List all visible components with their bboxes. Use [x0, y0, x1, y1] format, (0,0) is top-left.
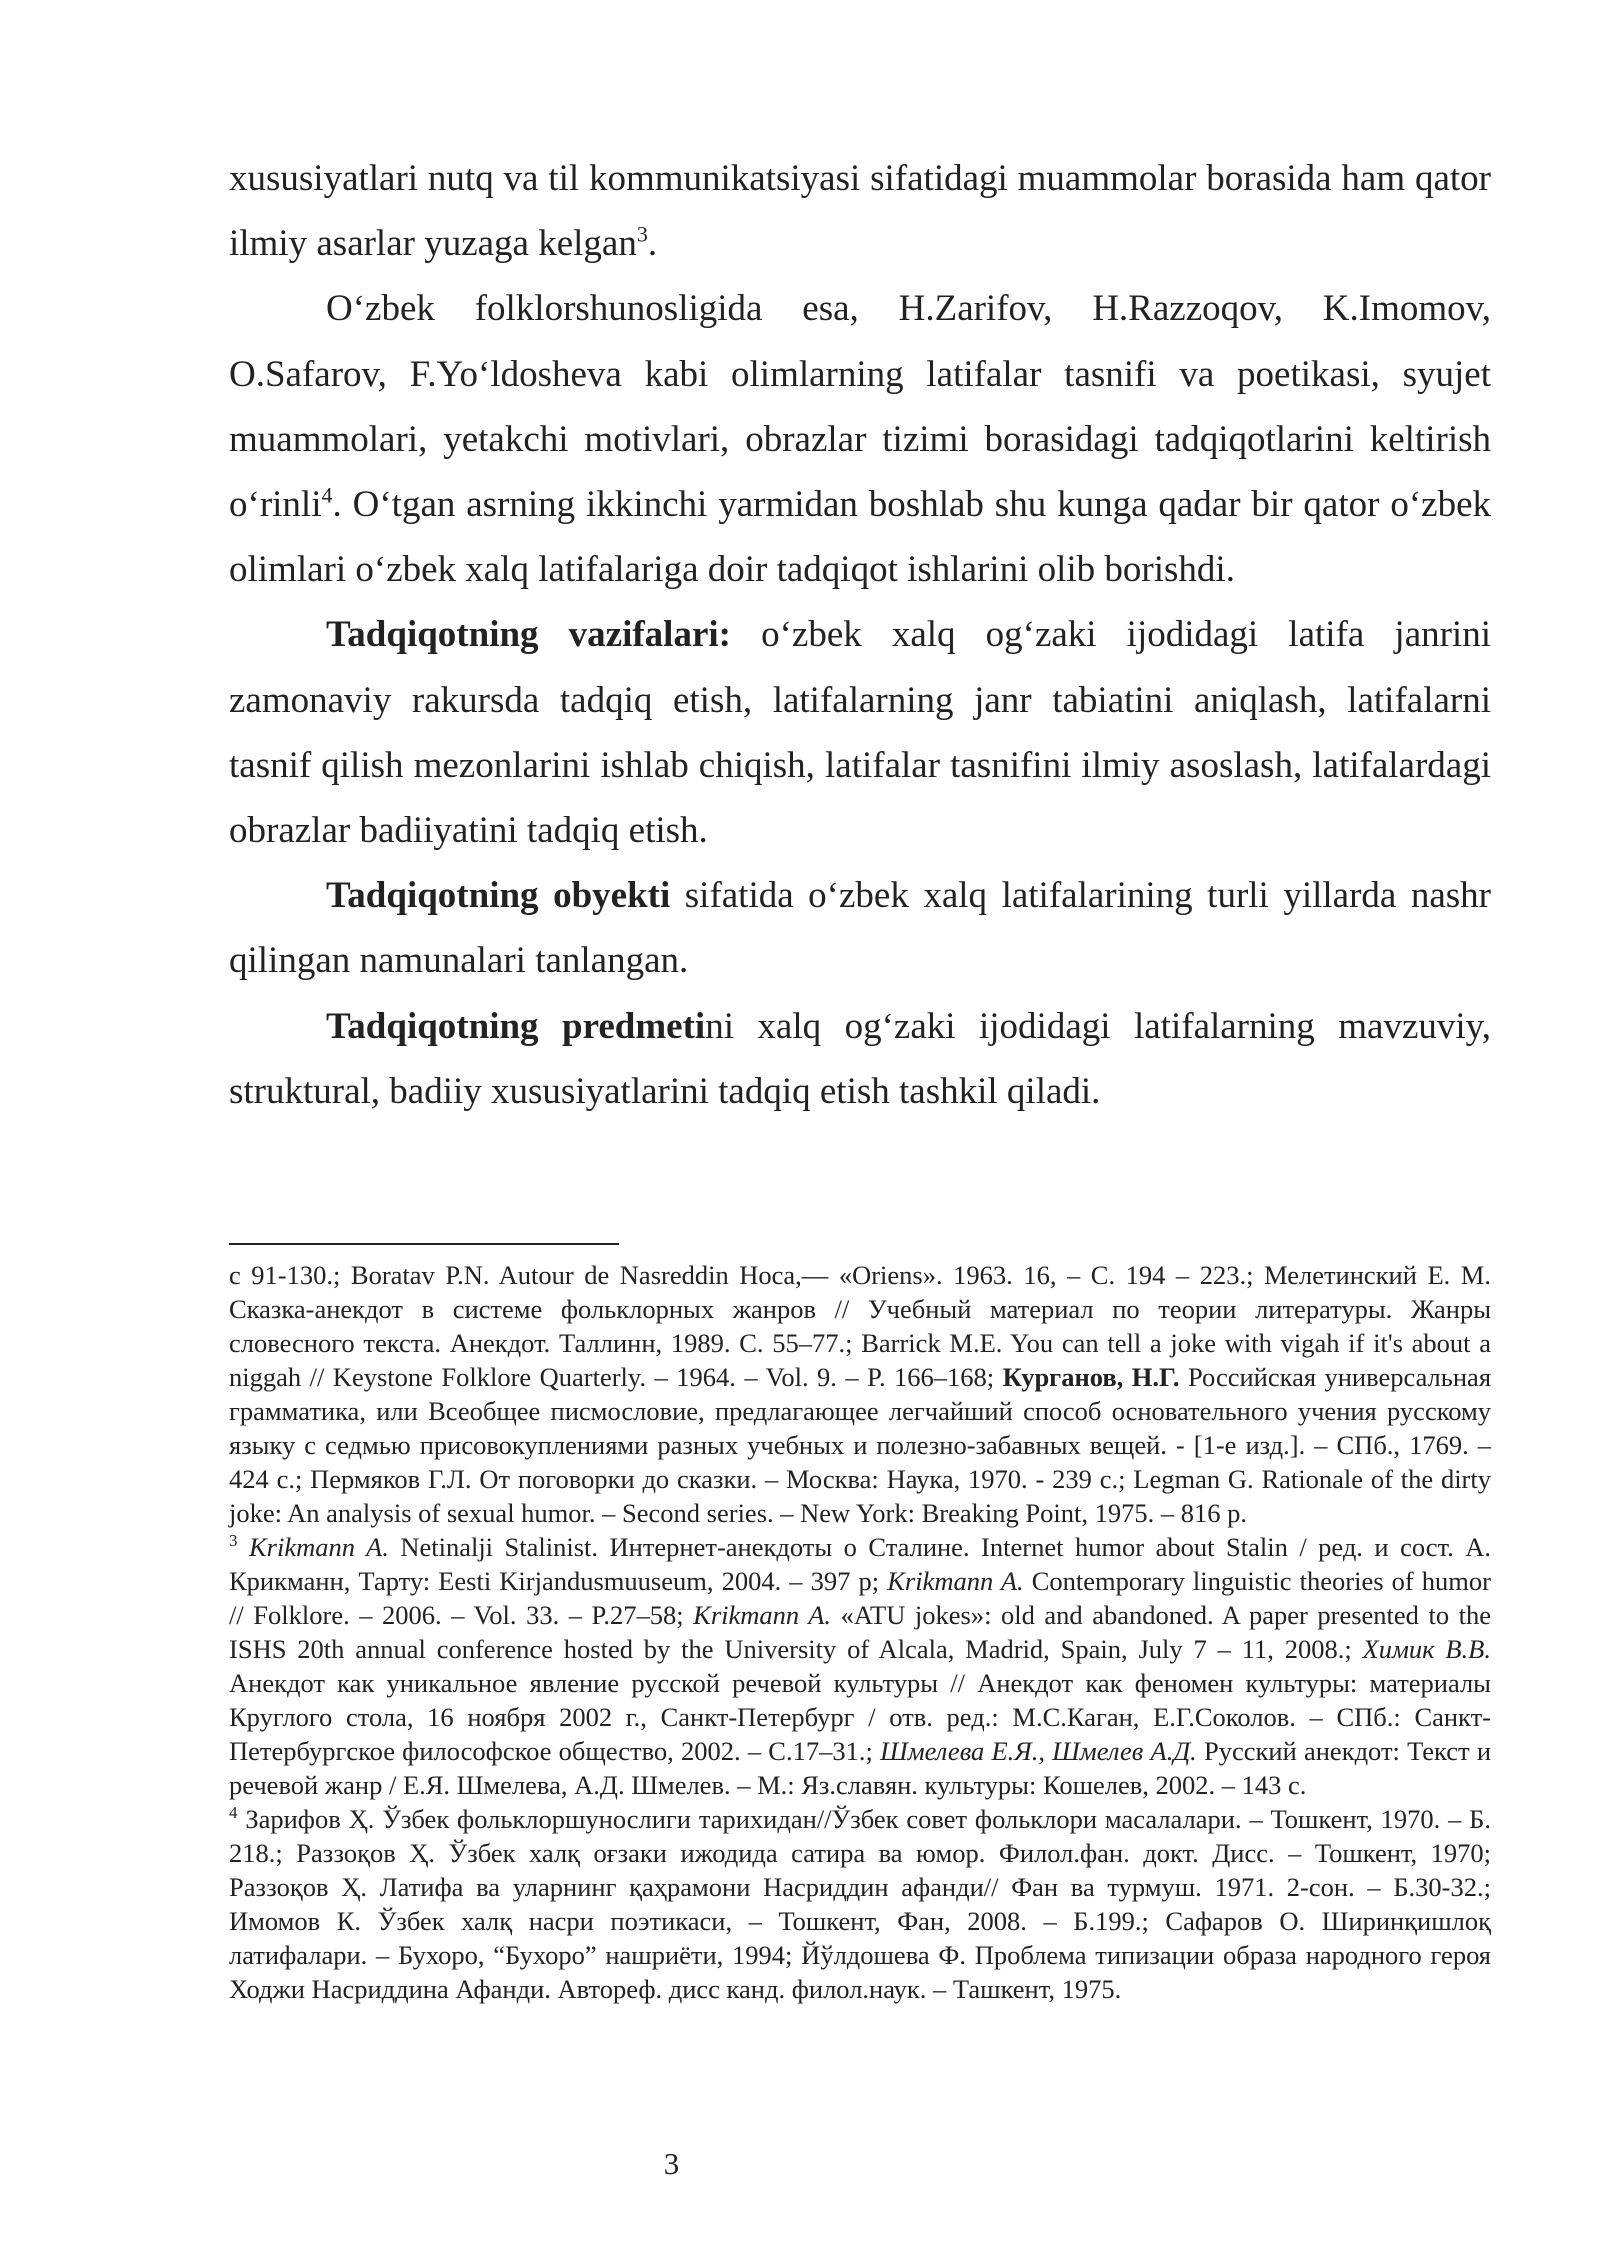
footnote-author: Krikmann A. [693, 1600, 832, 1630]
paragraph-text: O‘zbek folklorshunosligida esa, H.Zarifov, H.Razzoqov, K.Imomov, O.Safarov, F.Yo‘ldosheva kabi olimlarning latifalar tasnifi va poetikasi, syujet muammolari, yetakchi motivlari, obrazlar tizimi borasidagi tadqiqotlarini keltirish o‘rinli [229, 288, 1491, 526]
footnote-text: Netinalji Stalinist. Интернет-анекдоты о Сталине. Internet humor about Stalin / ред. и сост. А. Крикманн, Тарту: Eesti Kirjandusmuuseum, 2004. – 397 p; [229, 1532, 1491, 1596]
footnote-author: Krikmann A. [887, 1566, 1024, 1596]
paragraph-text: o‘zbek xalq og‘zaki ijodidagi latifa janrini zamonaviy rakursda tadqiq etish, latifalarning janr tabiatini aniqlash, latifalarni tasnif qilish mezonlarini ishlab chiqish, latifalar tasnifini ilmiy asoslash, latifalardagi obrazlar badiiyatini tadqiq etish. [229, 614, 1491, 852]
section-heading-subject: Tadqiqotning predmeti [326, 1005, 706, 1047]
footnote-4 [229, 1802, 1491, 2006]
footnote-text: Contemporary linguistic theories of humor // Folklore. – 2006. – Vol. 33. – P.27–58; [229, 1566, 1491, 1630]
footnote-author: Шмелева Е.Я., Шмелев А.Д. [880, 1736, 1197, 1766]
section-heading-tasks: Tadqiqotning vazifalari: [326, 614, 731, 656]
footnote-author: Krikmann A. [249, 1532, 389, 1562]
paragraph-tasks [229, 602, 1491, 863]
paragraph-subject [229, 994, 1491, 1124]
footnote-text: Анекдот как уникальное явление русской речевой культуры // Анекдот как феномен культуры: материалы Круглого стола, 16 ноября 2002 г., Санкт-Петербург / отв. ред.: М.С.Каган, Е.Г.Соколов. – СПб.: Санкт-Петербургское философское общество, 2002. – С.17–31.; [229, 1668, 1491, 1766]
footnote-text: с 91-130.; Boratav P.N. Autour de Nasreddin Hoca,— «Oriens». 1963. 16, – С. 194 – 223.; Мелетинский Е. М. Сказка-анекдот в системе фольклорных жанров // Учебный материал по теории литературы. Жанры словесного текста. Анекдот. Таллинн, 1989. С. 55–77.; Barrick M.E. You can tell a joke with vigah if it's about a niggah // Keystone Folklore Quarterly. – 1964. – Vol. 9. – P. 166–168; [229, 1260, 1491, 1392]
footnote-text: Российская универсальная грамматика, или Всеобщее писмословие, предлагающее легчайший способ основательного учения русскому языку с седмью присовокуплениями разных учебных и полезно-забавных вещей. - [1-е изд.]. – СПб., 1769. – 424 с.; Пермяков Г.Л. От поговорки до сказки. – Москва: Наука, 1970. - 239 с.; Legman G. Rationale of the dirty joke: An analysis of sexual humor. – Second series. – New York: Breaking Point, 1975. – 816 p. [229, 1362, 1492, 1528]
footnote-bold-author: Курганов, Н.Г. [1002, 1362, 1180, 1392]
paragraph-text: . O‘tgan asrning ikkinchi yarmidan boshlab shu kunga qadar bir qator o‘zbek olimlari o‘zbek xalq latifalariga doir tadqiqot ishlarini olib borishdi. [229, 484, 1491, 591]
main-text [229, 146, 1491, 1124]
footnote-ref-4[interactable]: 4 [321, 482, 333, 508]
footnote-continued [229, 1258, 1491, 1530]
footnote-3 [229, 1530, 1491, 1802]
footnote-author: Химик В.В. [1362, 1634, 1491, 1664]
footnotes [229, 1258, 1491, 2006]
paragraph-text: ni xalq og‘zaki ijodidagi latifalarning mavzuviy, struktural, badiiy xususiyatlarini tadqiq etish tashkil qiladi. [229, 1005, 1491, 1112]
paragraph-2 [229, 276, 1491, 602]
section-heading-object: Tadqiqotning obyekti [326, 875, 671, 917]
paragraph-text: sifatida o‘zbek xalq latifalarining turli yillarda nashr qilingan namunalari tanlangan. [229, 875, 1492, 982]
footnote-ref-3[interactable]: 3 [636, 221, 648, 247]
paragraph-object [229, 863, 1491, 993]
footnote-text: Русский анекдот: Текст и речевой жанр / Е.Я. Шмелева, А.Д. Шмелев. – М.: Яз.славян. культуры: Кошелев, 2002. – 143 с. [229, 1736, 1491, 1800]
footnote-number: 3 [229, 1531, 238, 1551]
footnote-text: «ATU jokes»: old and abandoned. A paper presented to the ISHS 20th annual conference hosted by the University of Alcala, Madrid, Spain, July 7 – 11, 2008.; [229, 1600, 1491, 1664]
paragraph-1 [229, 146, 1491, 276]
footnote-separator [229, 1243, 619, 1245]
paragraph-text: xususiyatlari nutq va til kommunikatsiyasi sifatidagi muammolar borasida ham qator ilmiy asarlar yuzaga kelgan [229, 158, 1491, 265]
page-number: 3 [663, 2146, 680, 2181]
footnote-text: Зарифов Ҳ. Ўзбек фольклоршунослиги тарихидан//Ўзбек совет фольклори масалалари. – Тошкент, 1970. – Б. 218.; Раззоқов Ҳ. Ўзбек халқ оғзаки ижодида сатира ва юмор. Филол.фан. докт. Дисс. – Тошкент, 1970; Раззоқов Ҳ. Латифа ва уларнинг қаҳрамони Насриддин афанди// Фан ва турмуш. 1971. 2-сон. – Б.30-32.; Имомов К. Ўзбек халқ насри поэтикаси, – Тошкент, Фан, 2008. – Б.199.; Сафаров О. Ширинқишлоқ латифалари. – Бухоро, “Бухоро” нашриёти, 1994; Йўлдошева Ф. Проблема типизации образа народного героя Ходжи Насриддина Афанди. Автореф. дисс канд. филол.наук. – Ташкент, 1975. [229, 1804, 1491, 2004]
footnote-number: 4 [229, 1803, 238, 1823]
paragraph-end: . [647, 223, 658, 265]
